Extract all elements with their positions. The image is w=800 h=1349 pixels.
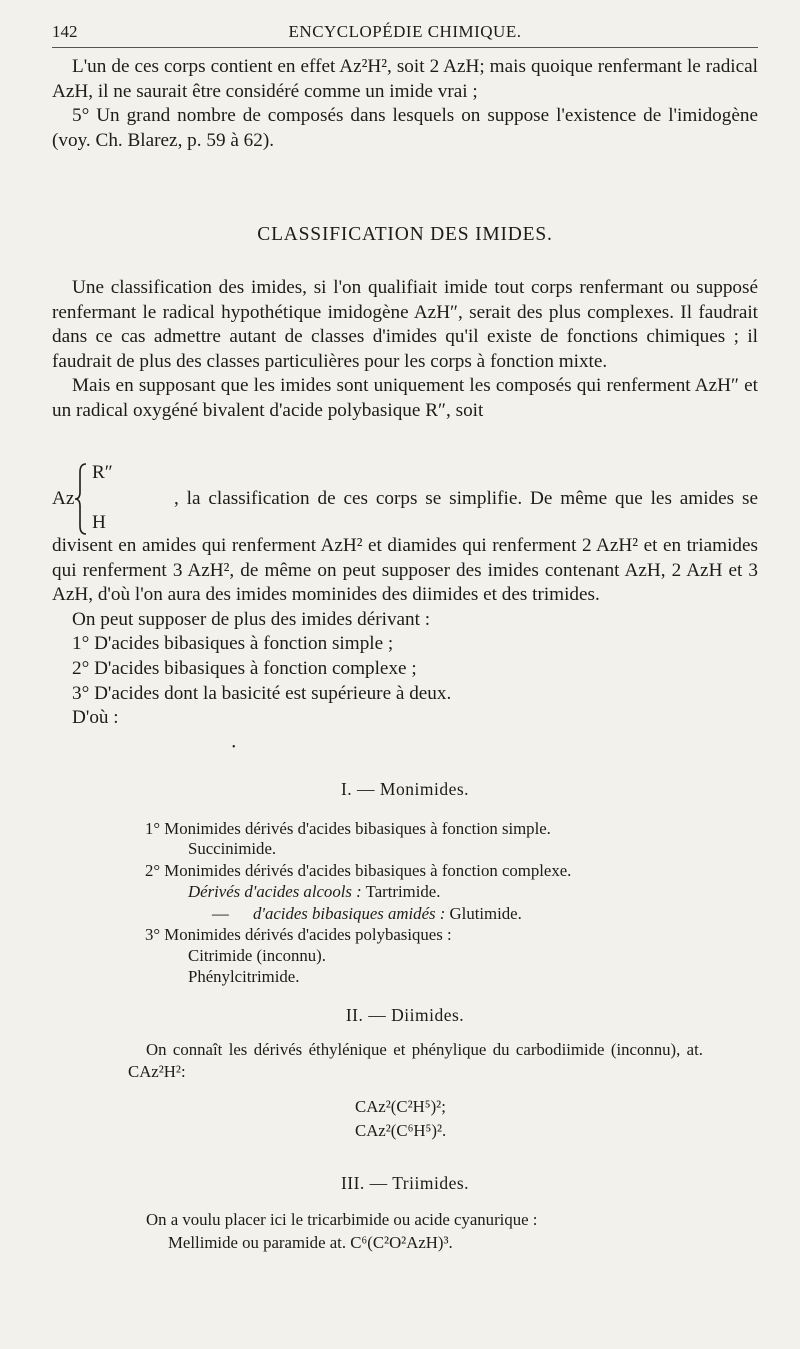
monimides-item-2a-label: Dérivés d'acides alcools : xyxy=(188,882,362,901)
triimides-paragraph-1: On a voulu placer ici le tricarbimide ou acide cyanurique : xyxy=(146,1210,538,1229)
monimides-item-3a: Citrimide (inconnu). xyxy=(188,946,326,965)
classification-paragraph-1: Une classification des imides, si l'on qualifiait imide tout corps renfermant ou supposé renfermant le radical hypothétique imidogène AzH″, serait des plus complexes. Il faudrait dans ce cas admettre autant de classes d'imides qu'il existe de fonctions chimiques ; il faudrait de plus des classes particulières pour les corps à fonction mixte. xyxy=(52,277,758,372)
formula-r: R″ xyxy=(92,462,113,483)
list-item-4: D'où : xyxy=(72,707,119,729)
formula-continuation: , la classification de ces corps se simplifie. De même que les amides se xyxy=(174,488,758,509)
monimides-item-2b xyxy=(212,903,522,925)
imide-formula xyxy=(52,462,758,538)
curly-brace-icon xyxy=(74,462,88,536)
classification-block xyxy=(52,276,758,424)
monimides-item-2a xyxy=(188,881,440,903)
diimides-paragraph: On connaît les dérivés éthylénique et phénylique du carbodiimide (inconnu), at. CAz²H²: xyxy=(128,1040,703,1081)
monimides-item-2b-value: Glutimide. xyxy=(449,904,522,923)
monimides-heading: I. — Monimides. xyxy=(340,779,470,799)
classification-block-2 xyxy=(52,534,758,731)
header-title: ENCYCLOPÉDIE CHIMIQUE. xyxy=(288,22,522,41)
monimides-item-2: 2° Monimides dérivés d'acides bibasiques à fonction complexe. xyxy=(145,861,572,880)
intro-block xyxy=(52,55,758,153)
classification-paragraph-4: On peut supposer de plus des imides dérivant : xyxy=(72,608,431,630)
monimides-item-2b-dash: — xyxy=(212,904,229,923)
running-header xyxy=(52,22,758,46)
monimides-item-3b: Phénylcitrimide. xyxy=(188,967,300,986)
header-rule xyxy=(52,47,758,48)
intro-paragraph-1: L'un de ces corps contient en effet Az²H², soit 2 AzH; mais quoique renfermant le radical AzH, il ne saurait être considéré comme un imide vrai ; xyxy=(52,56,758,102)
section-title: CLASSIFICATION DES IMIDES. xyxy=(257,224,553,245)
list-item-1: 1° D'acides bibasiques à fonction simple ; xyxy=(72,633,394,655)
list-item-2: 2° D'acides bibasiques à fonction complexe ; xyxy=(72,657,417,679)
formula-h: H xyxy=(92,512,106,533)
diimides-heading: II. — Diimides. xyxy=(345,1005,465,1025)
intro-paragraph-2: 5° Un grand nombre de composés dans lesquels on suppose l'existence de l'imidogène (voy. Ch. Blarez, p. 59 à 62). xyxy=(52,105,758,151)
monimides-item-3: 3° Monimides dérivés d'acides polybasiques : xyxy=(145,925,452,944)
diimides-formula-2: CAz²(C⁶H⁵)². xyxy=(355,1121,447,1140)
diimides-formula-1: CAz²(C²H⁵)²; xyxy=(355,1097,446,1116)
monimides-item-1: 1° Monimides dérivés d'acides bibasiques à fonction simple. xyxy=(145,819,551,838)
monimides-item-2a-value: Tartrimide. xyxy=(365,882,441,901)
page-number: 142 xyxy=(52,22,78,41)
ink-speck: • xyxy=(232,742,236,753)
formula-az: Az xyxy=(52,488,75,509)
monimides-item-1a: Succinimide. xyxy=(188,839,277,858)
list-item-3: 3° D'acides dont la basicité est supérieure à deux. xyxy=(72,682,452,704)
classification-paragraph-3: divisent en amides qui renferment AzH² et diamides qui renferment 2 AzH² et en triamides qui renferment 3 AzH², de même on peut supposer des imides contenant AzH, 2 AzH et 3 AzH, d'où l'on aura des imides mominides des diimides et des trimides. xyxy=(52,535,758,606)
monimides-item-2b-label: d'acides bibasiques amidés : xyxy=(252,904,446,923)
triimides-heading: III. — Triimides. xyxy=(340,1173,470,1193)
classification-paragraph-2: Mais en supposant que les imides sont uniquement les composés qui renferment AzH″ et un radical oxygéné bivalent d'acide polybasique R″, soit xyxy=(52,375,758,421)
triimides-paragraph-2: Mellimide ou paramide at. C⁶(C²O²AzH)³. xyxy=(168,1233,453,1252)
